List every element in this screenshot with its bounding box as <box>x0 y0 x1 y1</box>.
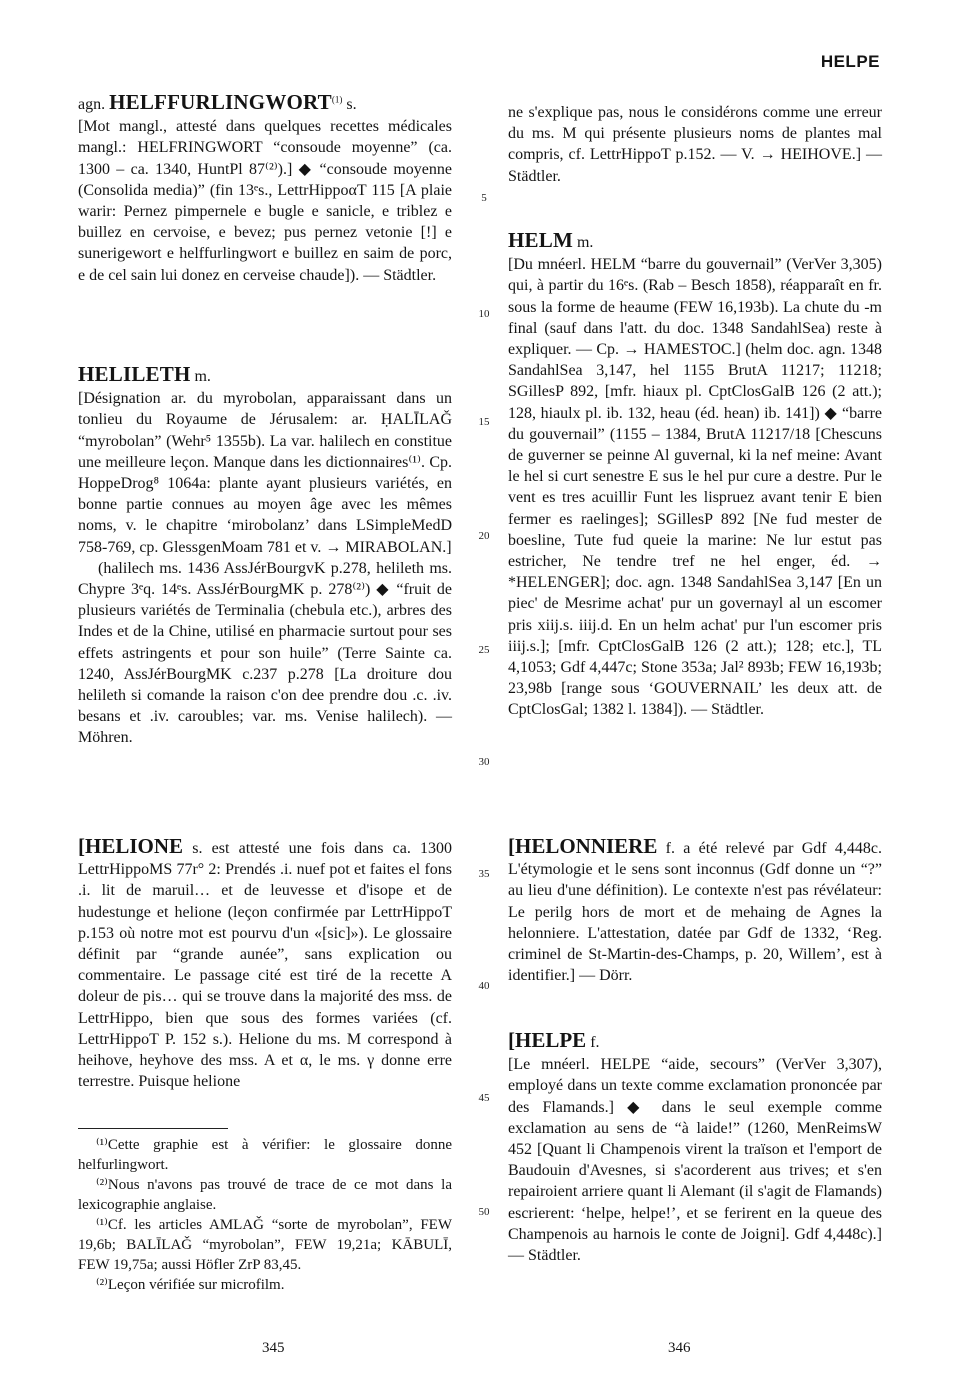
footnote-rule <box>78 1128 228 1129</box>
entry-body-continued: (halilech ms. 1436 AssJérBourgvK p.278, helileth ms. Chypre 3ᵉq. 14ᵉs. AssJérBourgMK p. 278⁽²⁾) ◆ “fruit de plusieurs variétés de Terminalia (chebula etc.), arbres des Indes et de la Chine, utilisé en pharmacie surtout pour ses effets astringents et pour son huile” (Terre Sainte ca. 1240, AssJérBourgMK c.237 p.278 [La droiture dou helileth si comande la raison c'on dee prendre dou .c. .iv. besans et .iv. caroubles; var. ms. Venise halilech). — Möhren. <box>78 559 452 747</box>
entry-body: [Mot mangl., attesté dans quelques recettes médicales mangl.: HELFRINGWORT “consoude moyenne” (ca. 1300 – ca. 1340, HuntPl 87⁽²⁾).] ◆ “consoude moyenne (Consolida media)” (fin 13ᵉs., LettrHippoαT 115 [A plaie warir: Pernez pimpernele e bugle e sanicle, e triblez e buillez en cervoise, e bevez; pus pernez vetonie [!] e sunerigewort e helffurlingwort e buillez en saim de porc, e de cel sain lui donez en cerveise chaude]). — Städtler. <box>78 118 452 284</box>
entry-body: [Le mnéerl. HELPE “aide, secours” (VerVer 3,307), employé dans un texte comme exclamation prononcée par des Flamands.] ◆ dans le seul exemple comme exclamation au sens de “à laide!” (1260, MenReimsW 452 [Quant li Champenois virent la traïson et l'emport de Baudouin d'Avesnes, si s'acorderent aus trives; et s'en repairoient arriere quant li Alemant (il s'agit de Flamands) escrierent: ‘helpe, helpe!’, et se ferirent en la queue des Champenois au harnois le conte de Joigni]. Gdf 4,448c).] — Städtler. <box>508 1056 882 1265</box>
page-number-left: 345 <box>262 1340 285 1356</box>
entry-pos: m. <box>576 234 594 251</box>
entry-pos: f. <box>590 1034 600 1051</box>
entry-lemma: HELFFURLINGWORT <box>109 90 332 114</box>
footnote-mark: (1) <box>331 94 343 105</box>
line-number: 5 <box>481 192 487 204</box>
entry-continuation: ne s'explique pas, nous le considérons comme une erreur du ms. M qui présente plusieurs noms de plantes mal compris, cf. LettrHippoT p.152. — V. → HEIHOVE.] — Städtler. <box>508 104 882 185</box>
entry-pos: s. <box>346 96 357 113</box>
left-column-entry-3 <box>78 836 452 1092</box>
entry-lemma: [HELPE <box>508 1028 587 1052</box>
footnote-3: ⁽¹⁾Cf. les articles AMLAǦ “sorte de myrobolan”, FEW 19,6b; BALĪLAǦ “myrobolan”, FEW 19,21a; KĀBULĪ, FEW 19,75a; aussi Höfler ZrP 83,45. <box>78 1217 452 1273</box>
entry-body: [Du mnéerl. HELM “barre du gouvernail” (VerVer 3,305) qui, à partir du 16ᵉs. (Rab – Besch 1858), réapparaît en fr. sous la forme de heaume (FEW 16,193b). La chute du -m final (sauf dans l'att. du doc. 1348 SandahlSea) reste à expliquer. — Cp. → HAMESTOC.] (helm doc. agn. 1348 SandahlSea 3,147, hel 1155 BrutA 11217; 11218; SGillesP 892, [mfr. hiaux pl. CptClosGalB 126 (2 att.); 128, hiaulx pl. ib. 132, heau (éd. hean) ib. 141]) ◆ “barre du gouvernail” (1155 – 1384, BrutA 11217/18 [Chescuns de guverner se peinne Al guvernal, ki la nef meine: Avant le hel si curt senestre E sus le hel pur cure a destre. Pur le vent es tres acuillir Funt les lispruez avant tenir E bien fermer es raelinges]; SGillesP 892 [Ne fud mester de boesline, Tute fud queie la marine: Ne lur estut pas estricher, Ne tendre tref ne hel enger, éd. → *HELENGER]; doc. agn. 1348 SandahlSea 3,147 [En un piec' de Mesrime achat' pur un governayl al un escomer pris xiij.s. iiij.d. En un helm achat' pur l'un escomer pris iiij.s.]; [mfr. CptClosGalB 126 (2 att.); 128; etc.], TL 4,1053; Gdf 4,447c; Stone 353a; Jal² 893b; FEW 16,193b; 23,98b [range sous ‘GOUVERNAIL’ les deux att. de CptClosGal; 1382 l. 1384]). — Städtler. <box>508 256 882 719</box>
footnotes <box>78 1128 452 1295</box>
entry-lead: f. a été relevé par Gdf 4,448c. <box>665 840 882 857</box>
right-column <box>508 102 882 187</box>
line-number: 10 <box>478 308 490 320</box>
right-column-entry-helonniere <box>508 836 882 986</box>
entry-helileth <box>78 364 452 749</box>
entry-helm <box>508 230 882 721</box>
entry-prefix: agn. <box>78 96 106 113</box>
page-number-right: 346 <box>668 1340 691 1356</box>
entry-helonniere <box>508 836 882 986</box>
entry-lemma: HELM <box>508 228 573 252</box>
left-column-entry-2 <box>78 364 452 749</box>
entry-helione <box>78 836 452 1092</box>
line-number: 35 <box>478 868 490 880</box>
entry-body: LettrHippoMS 77r° 2: Prendés .i. nuef pot et faites el fons .i. lit de maruil… et de leuvesse et d'isope et de hudestunge et helione (leçon confirmée par LettrHippoT p.153 où notre mot est pourvu d'un «[sic]»). Le glossaire définit par “grande aunée”, sans explication ou commentaire. Le passage cité est tiré de la recette A doleur de pis… qui se trouve dans la majorité des mss. de LettrHippo, bien que sous des formes variées (cf. LettrHippoT P. 152 s.). Helione du ms. M correspond à heihove, heyhove des mss. A et α, le ms. γ donne erre terrestre. Puisque helione <box>78 861 452 1091</box>
entry-lead: s. est attesté une fois dans ca. 1300 <box>192 840 453 857</box>
line-number: 15 <box>478 416 490 428</box>
running-head: HELPE <box>820 52 880 71</box>
line-number: 20 <box>478 530 490 542</box>
line-number: 45 <box>478 1092 490 1104</box>
entry-lemma: HELILETH <box>78 362 191 386</box>
entry-helpe <box>508 1030 882 1266</box>
entry-lemma: [HELIONE <box>78 834 184 858</box>
entry-pos: m. <box>194 368 211 385</box>
line-number: 25 <box>478 644 490 656</box>
line-number: 30 <box>478 756 490 768</box>
entry-body: [Désignation ar. du myrobolan, apparaissant dans un tonlieu du Royaume de Jérusalem: ar. ḤALĪLAǦ “myrobolan” (Wehr⁵ 1355b). La var. halilech en constitue une meilleure leçon. Manque dans les dictionnaires⁽¹⁾. Cp. HoppeDrog⁸ 1064a: plante ayant plusieurs variétés, en bonne partie connues au moyen âge avec les mêmes noms, v. le chapitre ‘mirobolanz’ dans LSimpleMedD 758-769, cp. GlessgenMoam 781 et v. → MIRABOLAN.] <box>78 390 452 556</box>
line-number: 50 <box>478 1206 490 1218</box>
entry-body: L'étymologie et le sens sont inconnus (Gdf donne un “?” au lieu d'une définition). Le contexte n'est pas révélateur: Le perilg hors de mort et de mehaing de Agnes la helonniere. L'attestation, datée par Gdf de 1332, ‘Reg. criminel de St-Martin-des-Champs, p. 20, Willem’, est à identifier.] — Dörr. <box>508 861 882 985</box>
right-column-entry-helpe <box>508 1030 882 1266</box>
left-column <box>78 92 452 286</box>
entry-lemma: [HELONNIERE <box>508 834 658 858</box>
entry-helffurlingwort <box>78 92 452 286</box>
footnote-2: ⁽²⁾Nous n'avons pas trouvé de trace de ce mot dans la lexicographie anglaise. <box>78 1177 452 1213</box>
right-column-entry-helm <box>508 230 882 721</box>
footnote-1: ⁽¹⁾Cette graphie est à vérifier: le glossaire donne helfurlingwort. <box>78 1137 452 1173</box>
footnote-4: ⁽²⁾Leçon vérifiée sur microfilm. <box>96 1277 285 1293</box>
line-number: 40 <box>478 980 490 992</box>
